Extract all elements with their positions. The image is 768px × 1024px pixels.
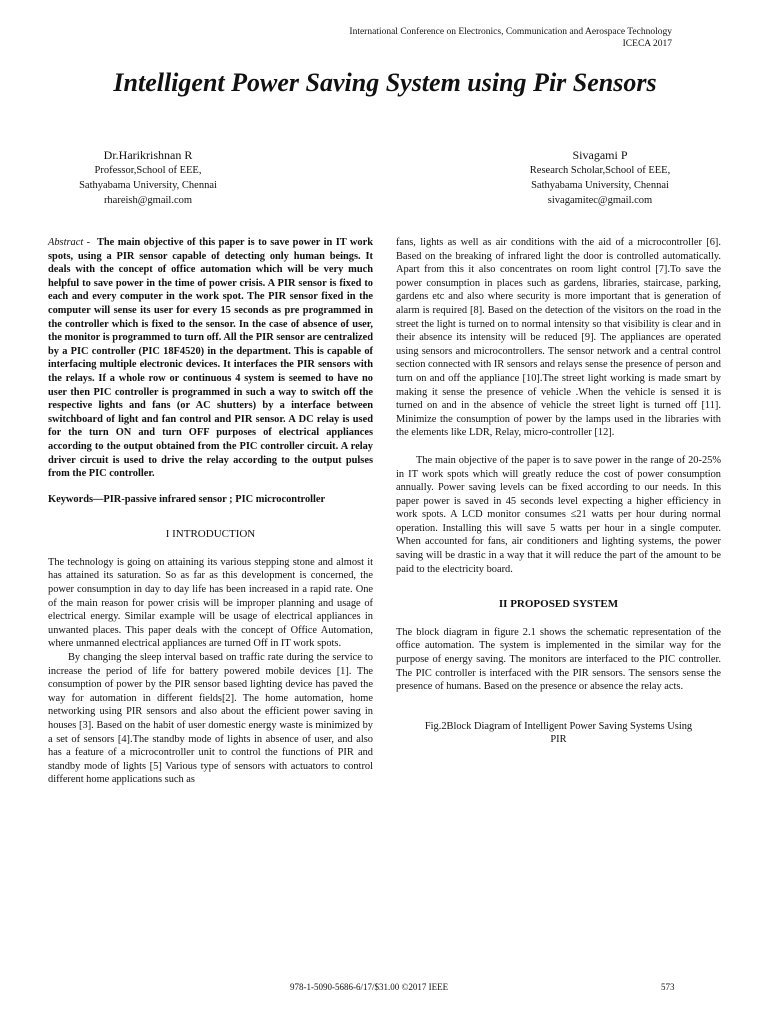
author-email: rhareish@gmail.com — [103, 195, 193, 206]
keywords: Keywords—PIR-passive infrared sensor ; PIC microcontroller — [48, 493, 326, 505]
author-affiliation: Sathyabama University, Chennai — [531, 180, 669, 191]
author-name: Sivagami P — [572, 148, 628, 162]
author-role: Professor,School of EEE, — [94, 165, 202, 176]
paragraph: By changing the sleep interval based on traffic rate during the service to increase the period of life for battery powered mobile devices [1]. The consumption of power by the PIR sensor based lighting device has paved the way for automation in different fields[2]. The home automation, home networking using PIR sensors and also about the efficient power saving in houses [3]. Based on the habit of user domestic energy waste is minimized by a set of sensors [4].The standby mode of lights in absence of user, and also has a feature of a microcontroller unit to control the functions of PIR and standby mode of lights [5] Various type of sensors with actuators to control different home applications such as — [48, 652, 373, 786]
author-email: sivagamitec@gmail.com — [547, 195, 653, 206]
left-column — [48, 236, 373, 787]
abstract — [48, 236, 373, 481]
right-column — [396, 236, 721, 747]
author-block-2 — [480, 148, 720, 208]
abstract-text: The main objective of this paper is to save power in IT work spots, using a PIR sensor capable of detecting only human beings. It deals with the concept of office automation which will be very much helpful to save power in the time of power crisis. A PIR sensor is fixed to each and every computer in the work spot. The PIR sensor fixed in the computer will sense its user for every 15 seconds as pre programmed in the controller which is fixed to the sensor. In the case of absence of user, the monitor is programmed to turn off. All the PIR sensor are centralized by a PIC controller (PIC 18F4520) in the department. This is capable of interfacing multiple electronic devices. It interfaces the PIR sensors with the relays. If a whole row or continuous 4 system is seemed to have no user then PIC controller is programmed in such a way to switch off the respective lights and fans (or AC shutters) by a interface between switchboard of light and fan control and PIR sensor. A DC relay is used for the turn ON and turn OFF purposes of electrical appliances according to the output obtained from the PIC controller circuit. A relay driver circuit is used to drive the relay according to the output pulses from the PIC controller. — [48, 237, 374, 480]
author-block-1 — [28, 148, 268, 208]
conference-name: International Conference on Electronics, Communication and Aerospace Technology — [349, 27, 672, 37]
paragraph: The block diagram in figure 2.1 shows the schematic representation of the office automation. The system is implemented in the similar way for the purpose of energy saving. The monitors are interfaced to the PIC controller. The PIC controller is interfaced with the PIR sensors. The sensors sense the presence of humans. Based on the presence or absence the relay acts. — [396, 626, 721, 693]
author-role: Research Scholar,School of EEE, — [529, 165, 671, 176]
paragraph: The technology is going on attaining its various stepping stone and almost it has attained its saturation. So as far as this development is concerned, the power consumption in day to day life has been increased in a rapid rate. One of the main reason for power crisis will be improper planning and usage of electrical energy. Similar example will be usage of electrical appliances in unwanted places. This paper deals with the concept of Office Automation, where unmanned electrical appliances are turned Off in IT work spots. — [48, 556, 373, 650]
paragraph: The main objective of the paper is to save power in the range of 20-25% in IT work spots which will greatly reduce the cost of power consumption annually. Power saving levels can be fixed according to our needs. In this paper power is saved in 45 seconds level expecting a higher efficiency in work spots. A LCD monitor consumes ≤21 watts per hour during normal operation. Installing this will save 5 watts per hour in a single computer. When accounted for fans, air conditioners and lighting systems, the power saving will be drastic in a way that it will reduce the part of the amount to be paid to the electricity board. — [396, 454, 721, 575]
author-affiliation: Sathyabama University, Chennai — [79, 180, 217, 191]
figure-caption: Fig.2Block Diagram of Intelligent Power Saving Systems Using PIR — [424, 720, 693, 746]
section-heading-introduction: I INTRODUCTION — [165, 528, 256, 541]
conference-year: ICECA 2017 — [622, 39, 672, 49]
paper-title: Intelligent Power Saving System using Pir Sensors — [113, 68, 657, 97]
paragraph: fans, lights as well as air conditions with the aid of a microcontroller [6]. Based on the breaking of infrared light the door is controlled automatically. Apart from this it also concentrates on room light control [7].To save the power consumption in places such as gardens, libraries, staircase, parking, gardens etc and also where security is more important that is generation of alarm is required [8]. Based on the detection of the visitors on the road in the street the light is turned on to normal intensity so that visibility is clear and in their absence its intensity will be reduced [9]. The appliances are operated using sensors and microcontrollers. The sensor network and a central control section connected with IR sensors and relays sense the presence of person and turn on and off the appliance [10].The street light working is made smart by making it sense the presence of vehicle .When the vehicle is sensed it is turned on and in the absence of vehicle the street light is turned off [11]. Minimize the consumption of power by the lamps used in the libraries with the elements like LDR, Relay, micro-controller [12]. — [396, 237, 721, 439]
copyright-line: 978-1-5090-5686-6/17/$31.00 ©2017 IEEE — [290, 982, 449, 992]
abstract-lead: Abstract - — [48, 237, 91, 248]
section-heading-proposed-system: II PROPOSED SYSTEM — [498, 598, 619, 611]
author-name: Dr.Harikrishnan R — [103, 148, 193, 162]
page-number: 573 — [661, 982, 675, 992]
conference-header — [252, 26, 672, 50]
